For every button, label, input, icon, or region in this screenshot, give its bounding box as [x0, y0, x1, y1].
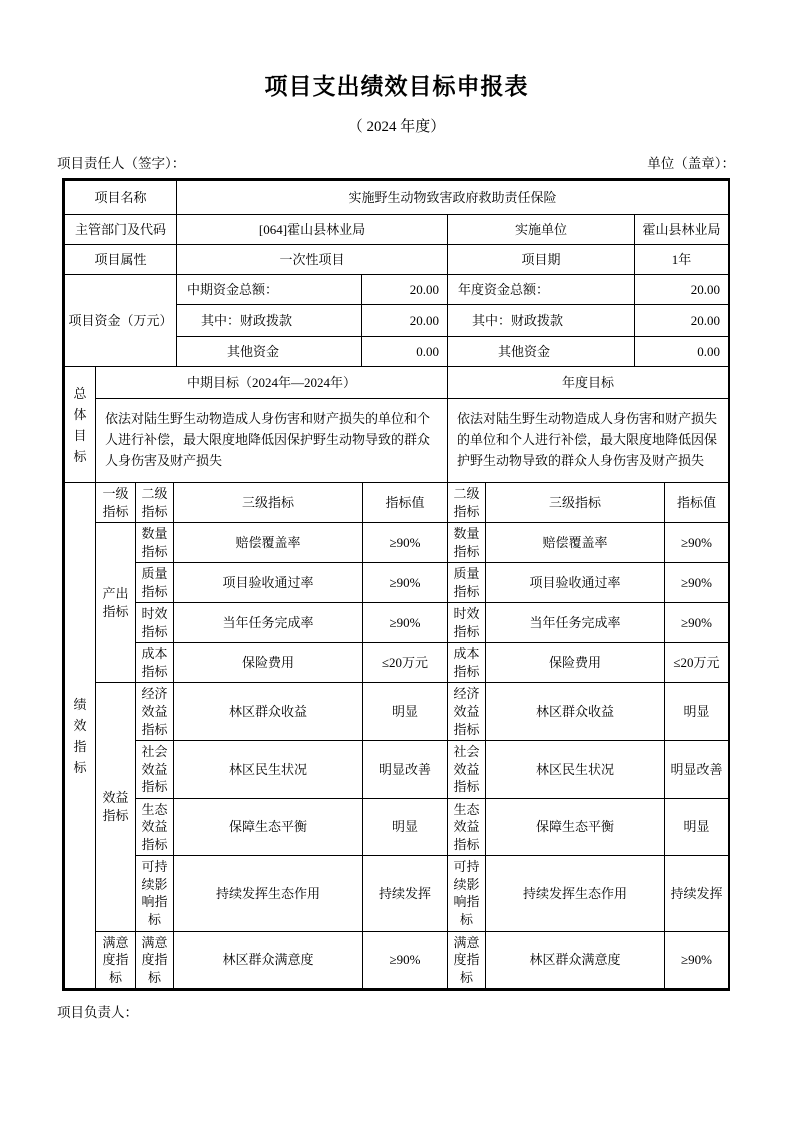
value-cell: ≥90% [363, 523, 448, 563]
l3-cell: 项目验收通过率 [486, 563, 665, 603]
overall-header-row [65, 367, 729, 399]
period-label: 项目期 [448, 245, 635, 275]
perf-indicator-label-text: 绩效指标 [73, 696, 87, 775]
l1-group-satisfaction: 满意度指标 [96, 931, 136, 989]
l3-cell: 当年任务完成率 [486, 603, 665, 643]
value-cell: ≥90% [363, 931, 448, 989]
annual-fiscal-label: 其中：财政拨款 [448, 305, 635, 337]
l3-header-mid: 三级指标 [174, 483, 363, 523]
indicator-row [65, 856, 729, 931]
dept-row [65, 215, 729, 245]
dept-label: 主管部门及代码 [65, 215, 177, 245]
indicators-table [64, 482, 729, 989]
mid-fiscal-label: 其中：财政拨款 [177, 305, 362, 337]
mid-goal-header: 中期目标（2024年—2024年） [96, 367, 448, 399]
l3-cell: 林区民生状况 [486, 741, 665, 799]
l3-cell: 保险费用 [486, 643, 665, 683]
mid-other-value: 0.00 [362, 337, 448, 367]
mid-goal-text: 依法对陆生野生动物造成人身伤害和财产损失的单位和个人进行补偿，最大限度地降低因保护野生动物导致的群众人身伤害及财产损失 [96, 399, 448, 483]
l2-cell: 经济效益指标 [448, 683, 486, 741]
signer-left-label: 项目责任人（签字）： [57, 156, 186, 171]
annual-other-value: 0.00 [635, 337, 729, 367]
value-cell: ≥90% [363, 563, 448, 603]
l2-cell: 可持续影响指标 [136, 856, 174, 931]
l2-cell: 满意度指标 [136, 931, 174, 989]
page-title: 项目支出绩效目标申报表 [264, 74, 529, 99]
signer-right-label: 单位（盖章）： [647, 156, 735, 171]
project-name-value: 实施野生动物致害政府救助责任保险 [177, 181, 729, 215]
info-table [64, 180, 729, 275]
value-cell: ≥90% [665, 931, 729, 989]
mid-total-value: 20.00 [362, 275, 448, 305]
attr-value: 一次性项目 [177, 245, 448, 275]
l3-cell: 保障生态平衡 [174, 798, 363, 856]
l2-cell: 数量指标 [448, 523, 486, 563]
l3-cell: 林区群众收益 [174, 683, 363, 741]
footer-label: 项目负责人： [57, 1005, 138, 1021]
value-cell: 持续发挥 [665, 856, 729, 931]
l1-header: 一级指标 [96, 483, 136, 523]
l2-cell: 经济效益指标 [136, 683, 174, 741]
l2-cell: 成本指标 [136, 643, 174, 683]
value-cell: ≤20万元 [665, 643, 729, 683]
page-subtitle: （ 2024 年度） [347, 119, 446, 135]
l2-cell: 质量指标 [448, 563, 486, 603]
l2-cell: 生态效益指标 [136, 798, 174, 856]
annual-other-label: 其他资金 [448, 337, 635, 367]
impl-unit-value: 霍山县林业局 [635, 215, 729, 245]
value-cell: ≤20万元 [363, 643, 448, 683]
l2-header-annual: 二级指标 [448, 483, 486, 523]
l2-cell: 满意度指标 [448, 931, 486, 989]
perf-indicator-label [65, 483, 96, 989]
overall-goal-label [65, 367, 96, 483]
value-cell: 明显 [363, 798, 448, 856]
value-cell: 明显 [665, 683, 729, 741]
annual-total-label: 年度资金总额： [448, 275, 635, 305]
l3-cell: 赔偿覆盖率 [486, 523, 665, 563]
mid-other-label: 其他资金 [177, 337, 362, 367]
l2-cell: 社会效益指标 [448, 741, 486, 799]
signature-row [57, 152, 735, 172]
l3-cell: 保险费用 [174, 643, 363, 683]
value-cell: 明显 [665, 798, 729, 856]
annual-goal-header: 年度目标 [448, 367, 729, 399]
value-cell: 明显改善 [363, 741, 448, 799]
impl-unit-label: 实施单位 [448, 215, 635, 245]
indicator-row [65, 931, 729, 989]
l1-group-output: 产出指标 [96, 523, 136, 683]
l2-cell: 质量指标 [136, 563, 174, 603]
annual-fiscal-value: 20.00 [635, 305, 729, 337]
overall-goal-table [64, 366, 729, 483]
value-header-mid: 指标值 [363, 483, 448, 523]
value-cell: 明显 [363, 683, 448, 741]
funds-row [65, 275, 729, 305]
l3-cell: 持续发挥生态作用 [174, 856, 363, 931]
value-cell: 持续发挥 [363, 856, 448, 931]
dept-value: [064]霍山县林业局 [177, 215, 448, 245]
l3-cell: 林区群众满意度 [174, 931, 363, 989]
project-name-label: 项目名称 [65, 181, 177, 215]
indicator-row [65, 643, 729, 683]
annual-total-value: 20.00 [635, 275, 729, 305]
l3-cell: 林区群众满意度 [486, 931, 665, 989]
indicator-row [65, 741, 729, 799]
overall-content-row [65, 399, 729, 483]
funds-table [64, 274, 729, 367]
indicator-row [65, 563, 729, 603]
value-cell: ≥90% [665, 523, 729, 563]
l2-cell: 成本指标 [448, 643, 486, 683]
l2-cell: 生态效益指标 [448, 798, 486, 856]
l1-group-benefit: 效益指标 [96, 683, 136, 931]
attr-label: 项目属性 [65, 245, 177, 275]
value-cell: ≥90% [665, 563, 729, 603]
l3-cell: 林区群众收益 [486, 683, 665, 741]
l3-cell: 项目验收通过率 [174, 563, 363, 603]
l2-cell: 时效指标 [136, 603, 174, 643]
l2-cell: 数量指标 [136, 523, 174, 563]
funds-label: 项目资金（万元） [65, 275, 177, 367]
l2-cell: 可持续影响指标 [448, 856, 486, 931]
l3-cell: 保障生态平衡 [486, 798, 665, 856]
value-cell: ≥90% [363, 603, 448, 643]
form-table [62, 178, 730, 991]
l2-cell: 时效指标 [448, 603, 486, 643]
l2-cell: 社会效益指标 [136, 741, 174, 799]
l3-cell: 当年任务完成率 [174, 603, 363, 643]
mid-fiscal-value: 20.00 [362, 305, 448, 337]
indicator-row [65, 798, 729, 856]
indicator-row [65, 603, 729, 643]
indicator-header-row [65, 483, 729, 523]
mid-total-label: 中期资金总额： [177, 275, 362, 305]
project-name-row [65, 181, 729, 215]
annual-goal-text: 依法对陆生野生动物造成人身伤害和财产损失的单位和个人进行补偿，最大限度地降低因保护野生动物导致的群众人身伤害及财产损失 [448, 399, 729, 483]
value-header-annual: 指标值 [665, 483, 729, 523]
value-cell: 明显改善 [665, 741, 729, 799]
attr-row [65, 245, 729, 275]
l3-cell: 林区民生状况 [174, 741, 363, 799]
l2-header-mid: 二级指标 [136, 483, 174, 523]
overall-goal-label-text: 总体目标 [73, 385, 87, 464]
l3-cell: 持续发挥生态作用 [486, 856, 665, 931]
indicator-row [65, 683, 729, 741]
value-cell: ≥90% [665, 603, 729, 643]
period-value: 1年 [635, 245, 729, 275]
indicator-row [65, 523, 729, 563]
l3-cell: 赔偿覆盖率 [174, 523, 363, 563]
l3-header-annual: 三级指标 [486, 483, 665, 523]
